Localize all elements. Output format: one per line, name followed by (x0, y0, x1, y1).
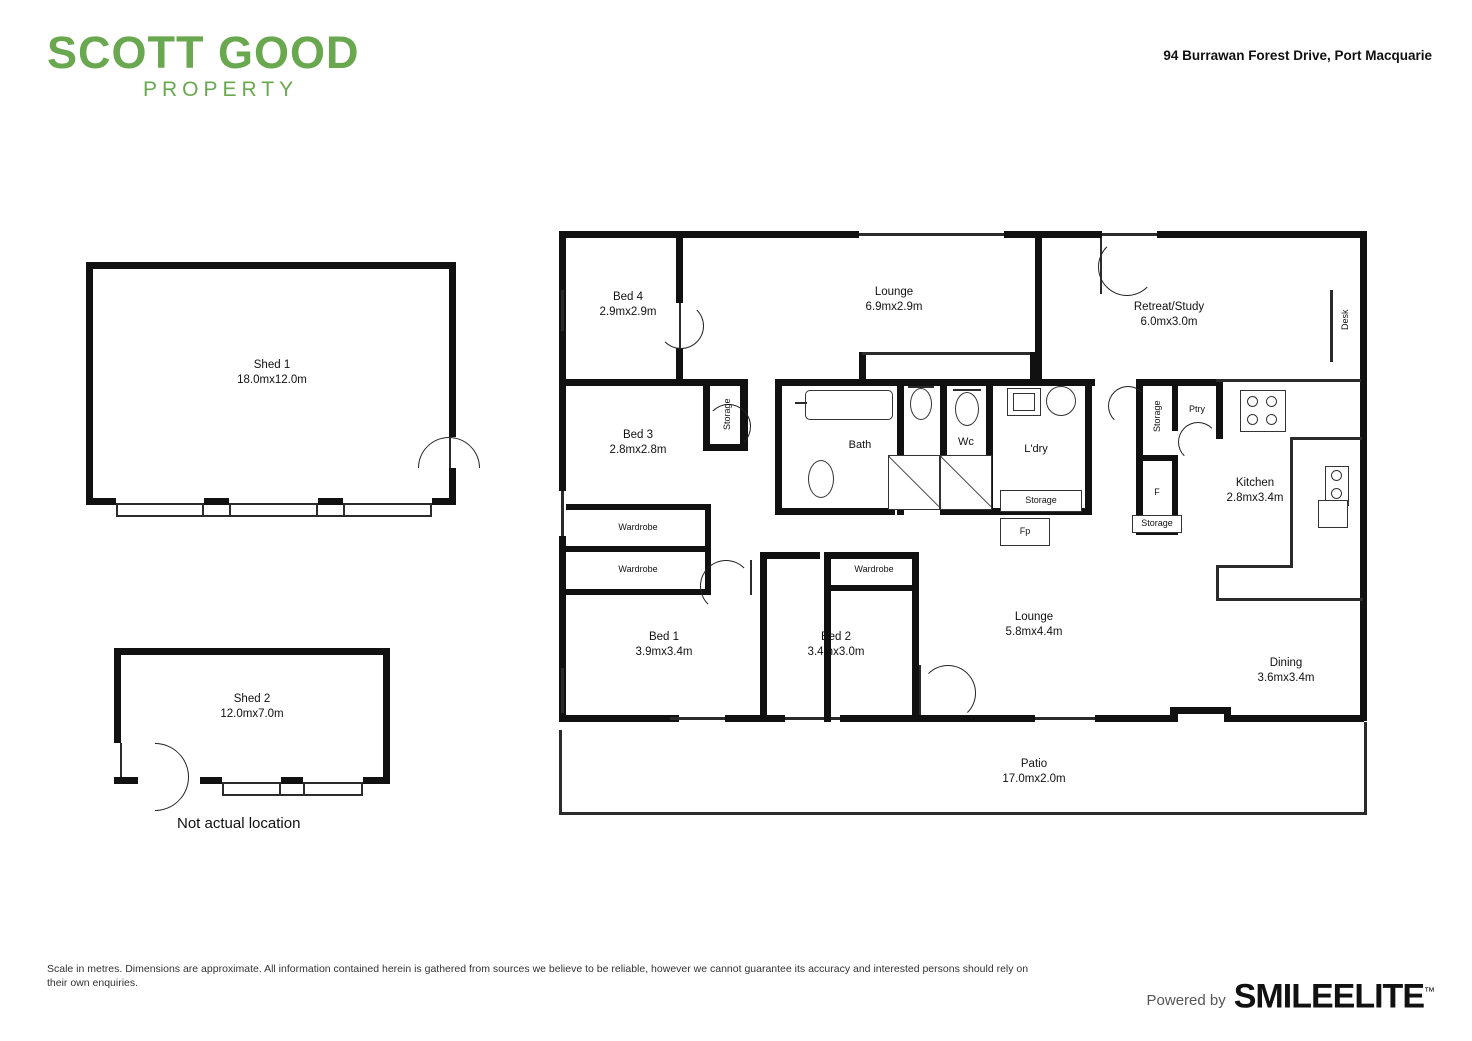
room-label-bed-1: Bed 1 3.9mx3.4m (635, 631, 693, 658)
room-label-bed-2: Bed 2 3.4mx3.0m (807, 631, 865, 658)
label-wardrobe-1: Wardrobe (618, 522, 658, 532)
property-address: 94 Burrawan Forest Drive, Port Macquarie (1163, 48, 1432, 63)
smile-elite-logo (1233, 975, 1434, 1016)
brand-tagline: PROPERTY (143, 78, 299, 101)
label-wardrobe-2: Wardrobe (618, 564, 658, 574)
label-ldry: L'dry (1024, 443, 1048, 455)
smile-elite-bold: SMILE (1233, 977, 1333, 1016)
label-bath: Bath (848, 439, 872, 451)
label-wc: Wc (958, 436, 974, 448)
room-label-dining: Dining 3.6mx3.4m (1257, 657, 1315, 684)
washer-icon (1046, 386, 1076, 416)
room-label-retreat-study: Retreat/Study 6.0mx3.0m (1133, 301, 1205, 328)
shed-location-note: Not actual location (177, 815, 301, 832)
room-label-bed-3: Bed 3 2.8mx2.8m (609, 429, 667, 456)
room-label-lounge-top: Lounge 6.9mx2.9m (865, 286, 923, 313)
label-fridge: F (1154, 487, 1160, 497)
room-label-shed-1: Shed 1 18.0mx12.0m (237, 359, 307, 386)
brand-name: SCOTT GOOD (47, 27, 360, 78)
smile-elite-light: ELITE (1332, 977, 1424, 1016)
room-label-bed-4: Bed 4 2.9mx2.9m (599, 291, 657, 318)
shower-icon-2 (940, 455, 992, 510)
basin-icon (808, 460, 834, 498)
disclaimer-text: Scale in metres. Dimensions are approximate. All information contained herein is gathered from sources we believe to be reliable, however we cannot guarantee its accuracy and interested persons should rely on their own enquiries. (47, 963, 1029, 989)
label-ptry: Ptry (1188, 404, 1205, 414)
trademark-symbol: ™ (1424, 986, 1434, 998)
toilet-icon (910, 388, 932, 420)
powered-by-label: Powered by (1146, 992, 1226, 1010)
shower-icon (888, 455, 940, 510)
room-label-shed-2: Shed 2 12.0mx7.0m (220, 693, 284, 720)
floorplan-page: SCOTT GOOD PROPERTY 94 Burrawan Forest Drive, Port Macquarie Shed 1 18.0mx12.0m Shed 2 12.0mx7.0m Not actual location Storage Wardrobe Wardrobe Wardrobe Bath Wc L'dry Storage Fp Storage Ptry F Storage Desk Bed 4 2.9mx2.9m Lounge 6.9mx2.9m Retreat/Study 6.0mx3.0m Bed 3 2.8mx2.8m Kitchen 2.8mx3.4m Bed 1 3.9mx3.4m Bed 2 3.4mx3.0m Lounge 5.8mx4.4m Dining 3.6mx3.4m Patio 17.0mx2.0m Scale in metres. Dimensions are approximate. All information contained herein is gathered from sources we believe to be reliable, however we cannot guarantee its accuracy and interested persons should rely on their own enquiries. Powered by SMILEELITE™ (47, 27, 1434, 1016)
label-desk: Desk (1340, 309, 1350, 330)
bathtub-icon (805, 390, 893, 420)
label-storage-1: Storage (722, 398, 732, 430)
toilet-icon-2 (955, 392, 979, 426)
room-label-patio: Patio 17.0mx2.0m (1002, 758, 1066, 785)
dishwasher-icon (1318, 500, 1348, 528)
label-wardrobe-3: Wardrobe (854, 564, 894, 574)
room-label-lounge-main: Lounge 5.8mx4.4m (1005, 611, 1063, 638)
brand-logo (47, 27, 360, 102)
label-storage-3: Storage (1152, 400, 1162, 432)
cooktop-icon (1240, 390, 1286, 432)
room-label-kitchen: Kitchen 2.8mx3.4m (1226, 477, 1284, 504)
powered-by-block (1146, 975, 1434, 1016)
